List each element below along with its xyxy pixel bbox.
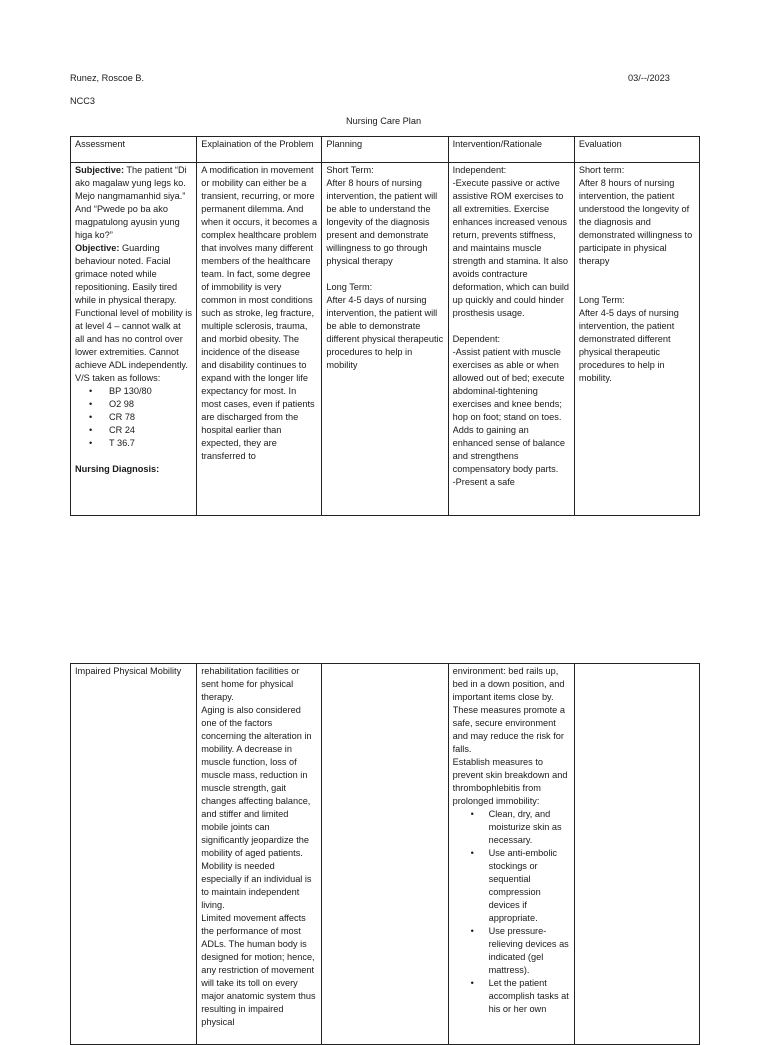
- planning-cell: [322, 664, 448, 1045]
- list-item: • O2 98: [109, 398, 192, 411]
- independent-label: Independent:: [452, 165, 507, 175]
- care-plan-table-page-2: [70, 663, 700, 1045]
- eval-long-term-text: After 4-5 days of nursing intervention, the patient demonstrated different physical therapeutic procedures to help in mobility.: [578, 308, 679, 383]
- explanation-text: rehabilitation facilities or sent home for physical therapy.: [201, 666, 300, 702]
- column-header-intervention: Intervention/Rationale: [448, 137, 574, 163]
- column-header-planning: Planning: [322, 137, 448, 163]
- list-item: • BP 130/80: [109, 385, 192, 398]
- student-name: Runez, Roscoe B.: [70, 73, 145, 83]
- explanation-cell: [197, 664, 322, 1045]
- long-term-label: Long Term:: [326, 282, 373, 292]
- list-item: • T 36.7: [109, 437, 192, 450]
- planning-cell: [322, 163, 448, 516]
- page-title: Nursing Care Plan: [346, 116, 422, 126]
- assessment-cell: [71, 664, 197, 1045]
- vital-signs-intro: V/S taken as follows:: [75, 373, 161, 383]
- list-item: • Use pressure-relieving devices as indicated (gel mattress).: [489, 925, 570, 977]
- subjective-text: The patient “Di ako magalaw yung legs ko. Mejo nangmamanhid siya.” And “Pwede po ba ako magpatulong ayusin yung higa ko?”: [75, 165, 187, 240]
- objective-text: Guarding behaviour noted. Facial grimace noted while repositioning. Easily tired while in physical therapy. Functional level of mobility is at level 4 – cannot walk at all and has no control over lower extremities. Cannot achieve ADL independently.: [75, 243, 192, 370]
- evaluation-cell: [574, 664, 699, 1045]
- list-item: • CR 24: [109, 424, 192, 437]
- nursing-diagnosis-label: Nursing Diagnosis:: [75, 464, 160, 474]
- evaluation-cell: [574, 163, 699, 516]
- list-item: • Let the patient accomplish tasks at his or her own: [489, 977, 570, 1016]
- dependent-label: Dependent:: [452, 334, 501, 344]
- column-header-assessment: Assessment: [71, 137, 197, 163]
- explanation-text: Aging is also considered one of the factors concerning the alteration in mobility. A decrease in muscle function, loss of muscle mass, reduction in muscle strength, gait changes affecting balance, and stiffer and limited mobile joints can significantly jeopardize the mobility of aged patients. Mobility is needed especially if an individual is to maintain independent living.: [201, 705, 312, 910]
- table-header-row: [71, 137, 700, 163]
- subjective-label: Subjective:: [75, 165, 125, 175]
- table-row: [71, 664, 700, 1045]
- short-term-text: After 8 hours of nursing intervention, the patient will be able to understand the longevity of the diagnosis present and demonstrate willingness to go through physical therapy: [326, 178, 438, 266]
- intervention-cell: [448, 163, 574, 516]
- list-item: • Use anti-embolic stockings or sequential compression devices if appropriate.: [489, 847, 570, 925]
- section-code: NCC3: [70, 96, 96, 106]
- present-safe-text: -Present a safe: [452, 477, 515, 487]
- assessment-cell: [71, 163, 197, 516]
- intervention-cell: [448, 664, 574, 1045]
- vital-signs-list: [75, 385, 192, 450]
- nursing-diagnosis-text: Impaired Physical Mobility: [75, 666, 182, 676]
- list-item: • CR 78: [109, 411, 192, 424]
- intervention-text: environment: bed rails up, bed in a down position, and important items close by. These measures promote a safe, secure environment and may reduce the risk for falls.: [452, 666, 565, 754]
- objective-label: Objective:: [75, 243, 120, 253]
- intervention-bullet-list: [453, 808, 570, 1016]
- dependent-text: -Assist patient with muscle exercises as able or when allowed out of bed; execute abdominal-tightening exercises and knee bends; hop on foot; stand on toes. Adds to gaining an enhanced sense of balance and strengthens compensatory body parts.: [452, 347, 565, 474]
- document-date: 03/--/2023: [628, 73, 670, 83]
- eval-short-term-label: Short term:: [578, 165, 625, 175]
- explanation-text: Limited movement affects the performance of most ADLs. The human body is designed for motion; hence, any restriction of movement will take its toll on every major anatomic system thus resulting in impaired physical: [201, 913, 316, 1027]
- care-plan-table-page-1: [70, 136, 700, 516]
- list-item: • Clean, dry, and moisturize skin as necessary.: [489, 808, 570, 847]
- explanation-cell: [197, 163, 322, 516]
- explanation-text: A modification in movement or mobility can either be a transient, recurring, or more permanent dilemma. And when it occurs, it becomes a complex healthcare problem that involves many different members of the healthcare team. In fact, some degree of immobility is very common in most conditions such as stroke, leg fracture, multiple sclerosis, trauma, and morbid obesity. The incidence of the disease and disability continues to expand with the longer life expectancy for most. In most cases, even if patients are discharged from the hospital earlier than expected, they are transferred to: [201, 165, 318, 461]
- eval-short-term-text: After 8 hours of nursing intervention, the patient understood the longevity of the diagnosis and demonstrated willingness to participate in physical therapy: [578, 178, 693, 266]
- table-row: [71, 163, 700, 516]
- long-term-text: After 4-5 days of nursing intervention, the patient will be able to demonstrate different physical therapeutic procedures to help in mobility: [326, 295, 444, 370]
- eval-long-term-label: Long Term:: [578, 295, 625, 305]
- short-term-label: Short Term:: [326, 165, 374, 175]
- independent-text: -Execute passive or active assistive ROM exercises to all extremities. Exercise enhances increased venous return, prevents stiffness, and maintains muscle strength and stamina. It also avoids contracture deformation, which can build up quickly and could hinder prosthesis usage.: [452, 178, 570, 318]
- column-header-evaluation: Evaluation: [574, 137, 699, 163]
- intervention-text: Establish measures to prevent skin breakdown and thrombophlebitis from prolonged immobility:: [452, 757, 568, 806]
- column-header-explanation: Explaination of the Problem: [197, 137, 322, 163]
